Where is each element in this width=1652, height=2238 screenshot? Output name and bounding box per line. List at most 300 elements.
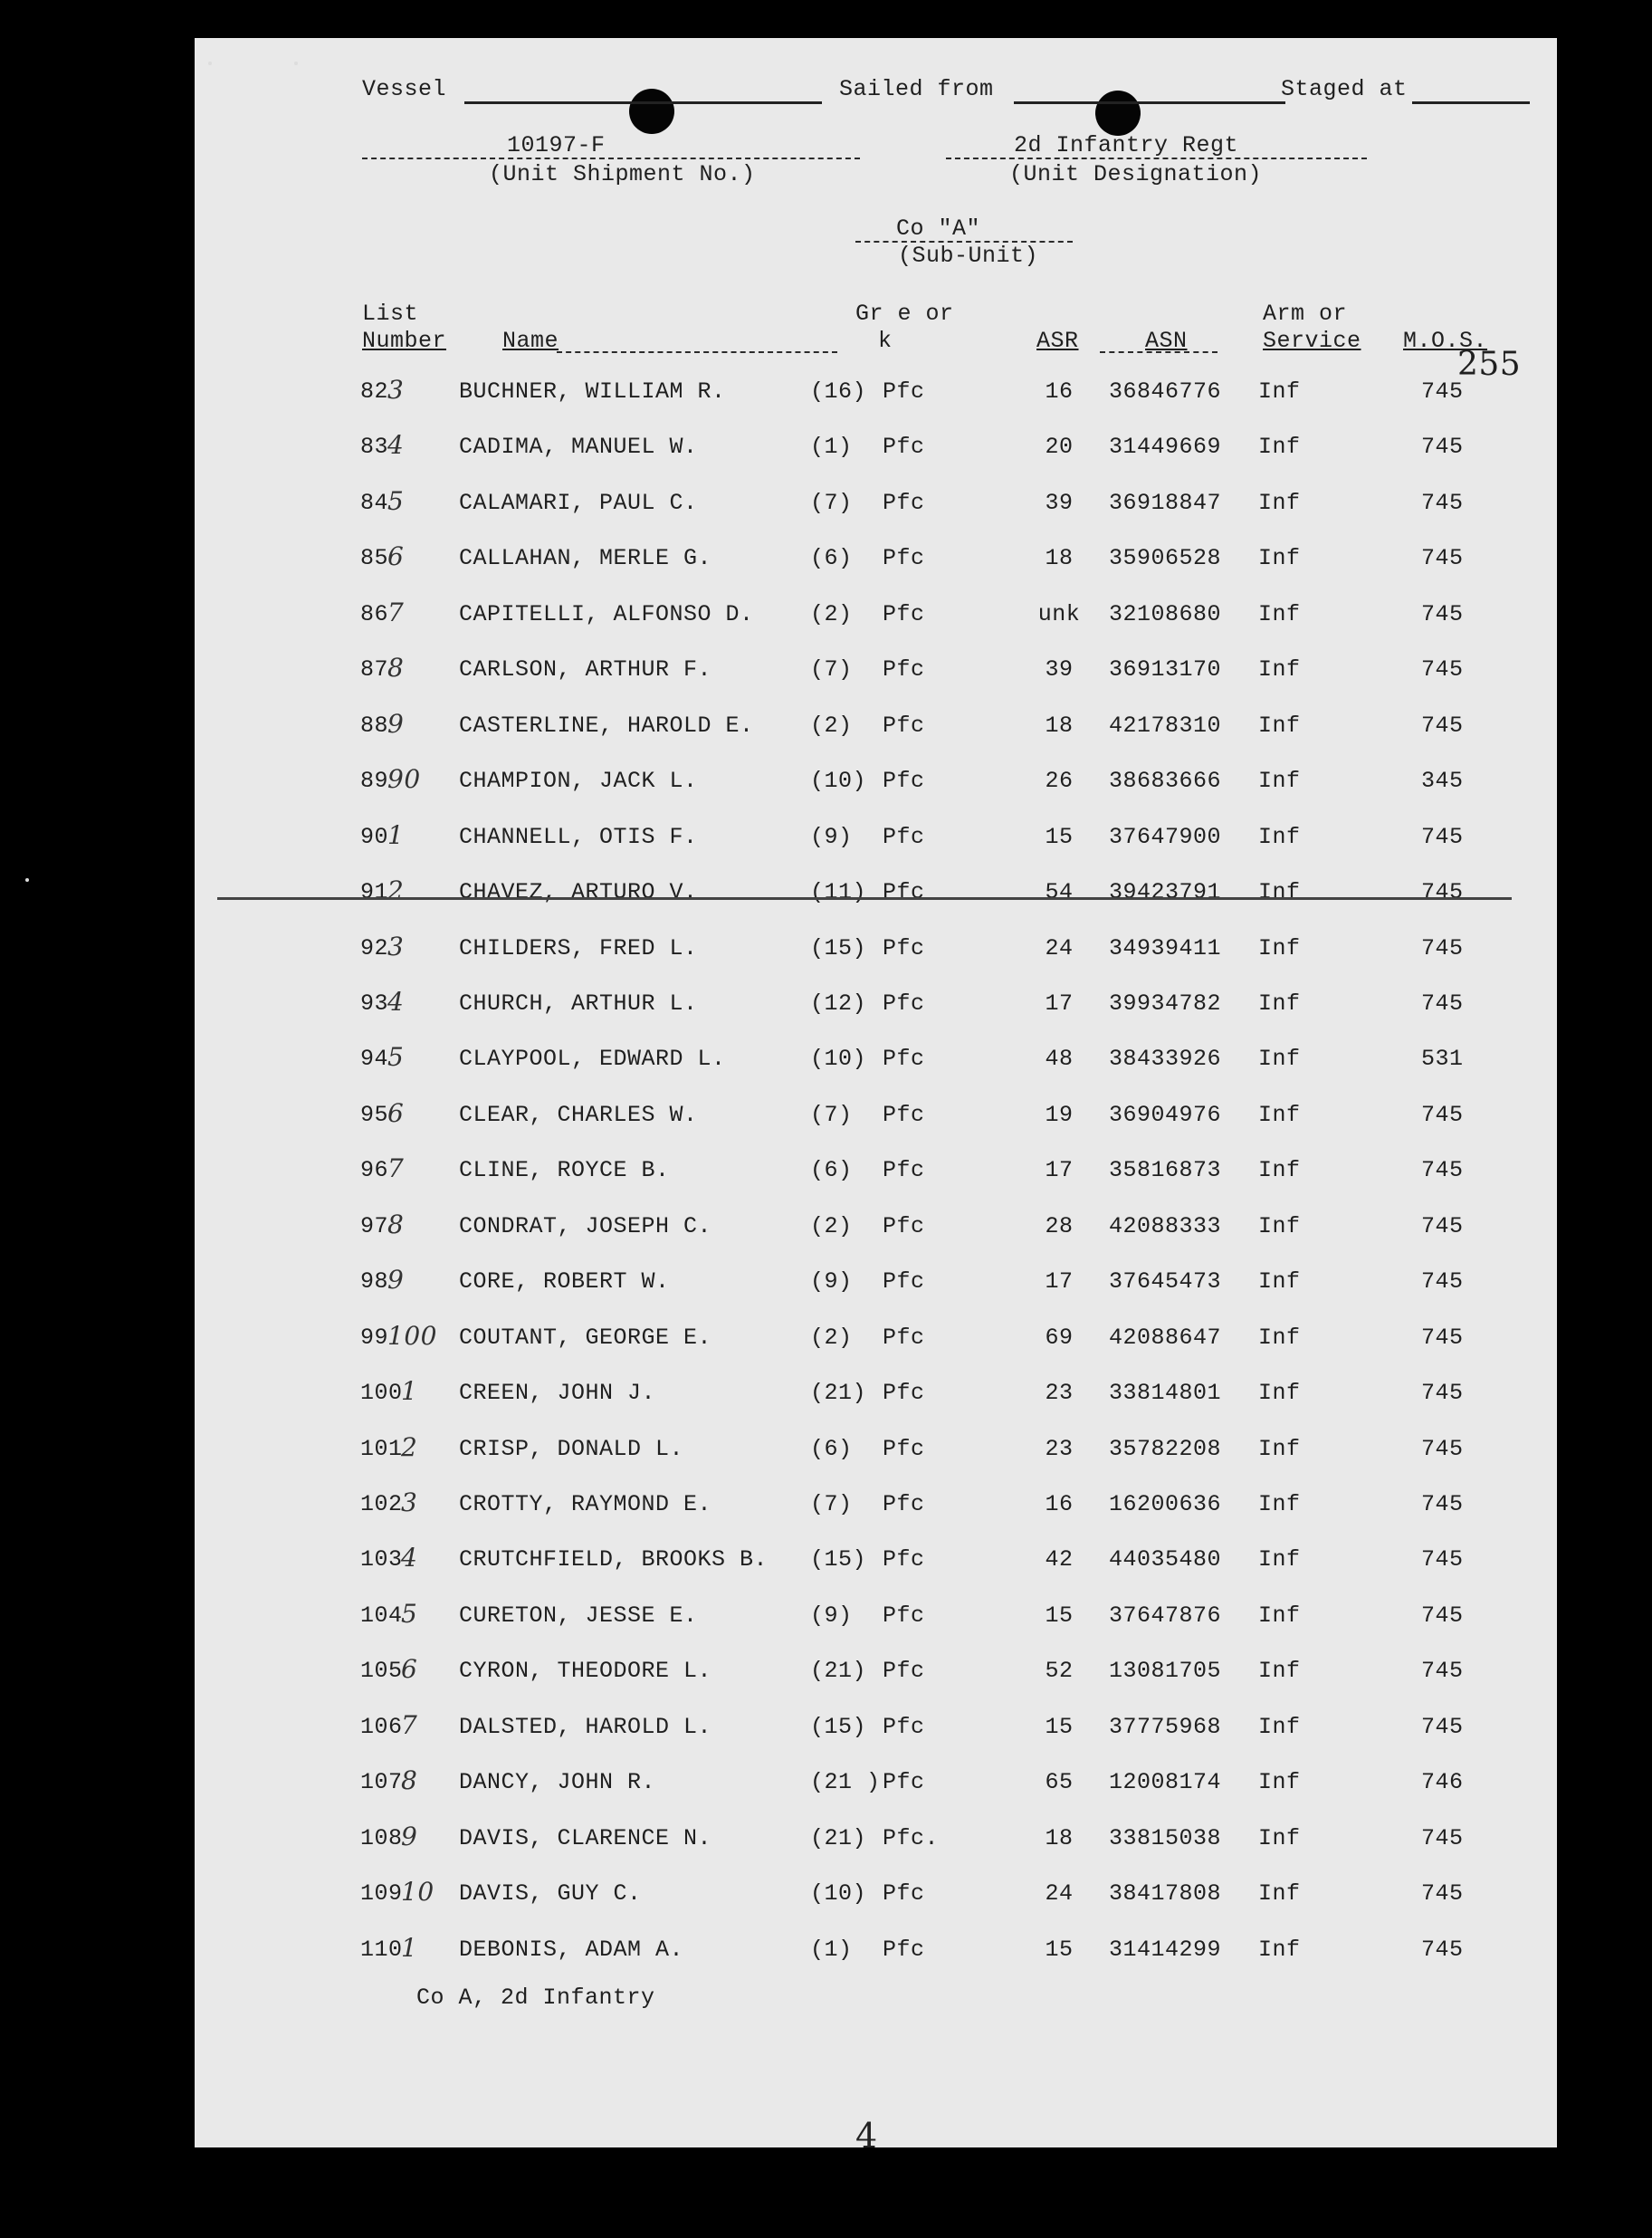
mos-cell: 745 <box>1421 1380 1464 1407</box>
arm-cell: Inf <box>1258 434 1301 461</box>
list-number-cell: 88 <box>360 712 389 739</box>
arm-cell: Inf <box>1258 656 1301 684</box>
arm-cell: Inf <box>1258 1880 1301 1908</box>
rank-cell: Pfc <box>883 1713 925 1740</box>
list-number-cell: 103 <box>360 1546 403 1573</box>
mos-cell: 745 <box>1421 1880 1464 1908</box>
handwritten-number: 3 <box>401 1487 418 1517</box>
name-cell: CURETON, JESSE E. <box>459 1602 698 1629</box>
mos-cell: 745 <box>1421 434 1464 461</box>
rank-cell: Pfc <box>883 545 925 572</box>
mos-cell: 745 <box>1421 712 1464 739</box>
asr-cell: 15 <box>1045 1602 1074 1629</box>
list-number-cell: 95 <box>360 1101 389 1128</box>
table-row <box>195 708 1557 749</box>
list-number-cell: 108 <box>360 1824 403 1851</box>
asr-cell: 65 <box>1045 1769 1074 1796</box>
col-name-underline <box>557 351 837 353</box>
col-mos: M.O.S. <box>1403 328 1488 354</box>
col-name: Name <box>502 328 559 354</box>
grade-cell: (9) <box>810 1268 853 1296</box>
arm-cell: Inf <box>1258 1658 1301 1685</box>
handwritten-number: 10 <box>401 1877 434 1908</box>
table-row <box>195 764 1557 804</box>
rank-cell: Pfc <box>883 1546 925 1573</box>
mos-cell: 745 <box>1421 1713 1464 1740</box>
arm-cell: Inf <box>1258 990 1301 1017</box>
asr-cell: 16 <box>1045 378 1074 405</box>
mos-cell: 745 <box>1421 600 1464 627</box>
asr-cell: 39 <box>1045 489 1074 516</box>
list-number-cell: 82 <box>360 378 389 405</box>
asn-cell: 34939411 <box>1109 934 1222 961</box>
table-row <box>195 1821 1557 1861</box>
name-cell: CHANNELL, OTIS F. <box>459 823 698 850</box>
handwritten-number: 2 <box>387 875 405 906</box>
asr-cell: 24 <box>1045 1880 1074 1908</box>
grade-cell: (9) <box>810 1602 853 1629</box>
name-cell: CAPITELLI, ALFONSO D. <box>459 600 754 627</box>
rank-cell: Pfc <box>883 1380 925 1407</box>
asr-cell: 20 <box>1045 434 1074 461</box>
asn-cell: 39423791 <box>1109 879 1222 906</box>
arm-cell: Inf <box>1258 1101 1301 1128</box>
handwritten-number: 9 <box>387 1265 405 1296</box>
mos-cell: 745 <box>1421 1435 1464 1462</box>
mos-cell: 531 <box>1421 1046 1464 1073</box>
grade-cell: (21) <box>810 1380 867 1407</box>
handwritten-number: 8 <box>401 1765 418 1796</box>
arm-cell: Inf <box>1258 823 1301 850</box>
handwritten-number: 7 <box>401 1709 418 1740</box>
name-cell: CRUTCHFIELD, BROOKS B. <box>459 1546 769 1573</box>
col-asn: ASN <box>1145 328 1188 354</box>
list-number-cell: 92 <box>360 934 389 961</box>
asn-cell: 13081705 <box>1109 1658 1222 1685</box>
arm-cell: Inf <box>1258 1769 1301 1796</box>
asn-cell: 42088333 <box>1109 1212 1222 1239</box>
grade-cell: (7) <box>810 656 853 684</box>
asr-cell: 48 <box>1045 1046 1074 1073</box>
unit-designation-value: 2d Infantry Regt <box>1014 132 1239 158</box>
grade-cell: (11) <box>810 879 867 906</box>
name-cell: CORE, ROBERT W. <box>459 1268 670 1296</box>
rank-cell: Pfc <box>883 934 925 961</box>
unit-shipment-caption: (Unit Shipment No.) <box>489 161 756 187</box>
list-number-cell: 110 <box>360 1936 403 1963</box>
staged-at-label: Staged at <box>1281 76 1408 102</box>
table-row <box>195 1709 1557 1750</box>
name-cell: CALLAHAN, MERLE G. <box>459 545 712 572</box>
name-cell: CALAMARI, PAUL C. <box>459 489 698 516</box>
arm-cell: Inf <box>1258 1380 1301 1407</box>
rank-cell: Pfc <box>883 1324 925 1351</box>
rank-cell: Pfc <box>883 600 925 627</box>
asn-cell: 42178310 <box>1109 712 1222 739</box>
asr-cell: 17 <box>1045 990 1074 1017</box>
grade-cell: (9) <box>810 823 853 850</box>
grade-cell: (15) <box>810 934 867 961</box>
asr-cell: 17 <box>1045 1157 1074 1184</box>
table-row <box>195 1654 1557 1694</box>
asn-cell: 37647876 <box>1109 1602 1222 1629</box>
list-number-cell: 89 <box>360 768 389 795</box>
rank-cell: Pfc <box>883 1880 925 1908</box>
handwritten-number: 1 <box>401 1376 418 1407</box>
name-cell: CHAVEZ, ARTURO V. <box>459 879 698 906</box>
arm-cell: Inf <box>1258 934 1301 961</box>
grade-cell: (6) <box>810 1435 853 1462</box>
asn-cell: 36918847 <box>1109 489 1222 516</box>
mos-cell: 745 <box>1421 1491 1464 1517</box>
name-cell: CADIMA, MANUEL W. <box>459 434 698 461</box>
grade-cell: (7) <box>810 489 853 516</box>
col-asr: ASR <box>1036 328 1079 354</box>
name-cell: CREEN, JOHN J. <box>459 1380 656 1407</box>
rank-cell: Pfc <box>883 1212 925 1239</box>
rank-cell: Pfc. <box>883 1824 940 1851</box>
grade-cell: (6) <box>810 545 853 572</box>
grade-cell: (2) <box>810 1324 853 1351</box>
asn-cell: 36904976 <box>1109 1101 1222 1128</box>
list-number-cell: 86 <box>360 600 389 627</box>
asr-cell: 15 <box>1045 1936 1074 1963</box>
mos-cell: 745 <box>1421 823 1464 850</box>
vessel-label: Vessel <box>362 76 447 102</box>
rank-cell: Pfc <box>883 879 925 906</box>
speck <box>25 878 29 882</box>
name-cell: DALSTED, HAROLD L. <box>459 1713 712 1740</box>
handwritten-number: 4 <box>387 986 405 1017</box>
table-row <box>195 1320 1557 1361</box>
handwritten-number: 7 <box>387 1153 405 1184</box>
asn-cell: 12008174 <box>1109 1769 1222 1796</box>
rank-cell: Pfc <box>883 1046 925 1073</box>
mos-cell: 745 <box>1421 378 1464 405</box>
name-cell: CRISP, DONALD L. <box>459 1435 684 1462</box>
list-number-cell: 106 <box>360 1713 403 1740</box>
table-row <box>195 653 1557 693</box>
list-number-cell: 107 <box>360 1769 403 1796</box>
handwritten-number: 2 <box>401 1431 418 1462</box>
handwritten-number: 3 <box>387 931 405 961</box>
sailed-from-label: Sailed from <box>839 76 994 102</box>
table-row <box>195 1097 1557 1138</box>
staged-at-line <box>1412 101 1530 104</box>
table-row <box>195 1153 1557 1193</box>
asr-cell: 54 <box>1045 879 1074 906</box>
name-cell: DAVIS, CLARENCE N. <box>459 1824 712 1851</box>
grade-cell: (2) <box>810 1212 853 1239</box>
list-number-cell: 84 <box>360 489 389 516</box>
grade-cell: (2) <box>810 600 853 627</box>
name-cell: DANCY, JOHN R. <box>459 1769 656 1796</box>
name-cell: CHILDERS, FRED L. <box>459 934 698 961</box>
grade-cell: (21 ) <box>810 1769 881 1796</box>
mos-cell: 745 <box>1421 1157 1464 1184</box>
name-cell: CHURCH, ARTHUR L. <box>459 990 698 1017</box>
mos-cell: 745 <box>1421 1212 1464 1239</box>
asr-cell: 17 <box>1045 1268 1074 1296</box>
arm-cell: Inf <box>1258 1713 1301 1740</box>
handwritten-number: 4 <box>387 430 405 461</box>
table-row <box>195 1877 1557 1917</box>
list-number-cell: 93 <box>360 990 389 1017</box>
table-row <box>195 986 1557 1027</box>
asn-cell: 36846776 <box>1109 378 1222 405</box>
arm-cell: Inf <box>1258 378 1301 405</box>
handwritten-number: 1 <box>401 1932 418 1963</box>
mos-cell: 745 <box>1421 934 1464 961</box>
rank-cell: Pfc <box>883 1491 925 1517</box>
asn-cell: 38417808 <box>1109 1880 1222 1908</box>
rank-cell: Pfc <box>883 823 925 850</box>
list-number-cell: 99 <box>360 1324 389 1351</box>
handwritten-number: 90 <box>387 764 421 795</box>
grade-cell: (7) <box>810 1491 853 1517</box>
rank-cell: Pfc <box>883 990 925 1017</box>
page-stamp-number: 255 <box>1457 346 1522 383</box>
list-number-cell: 100 <box>360 1380 403 1407</box>
asn-cell: 33815038 <box>1109 1824 1222 1851</box>
name-cell: CLEAR, CHARLES W. <box>459 1101 698 1128</box>
rank-cell: Pfc <box>883 1268 925 1296</box>
handwritten-number: 5 <box>387 1042 405 1073</box>
rank-cell: Pfc <box>883 378 925 405</box>
table-row <box>195 1765 1557 1805</box>
list-number-cell: 102 <box>360 1491 403 1517</box>
asn-cell: 31414299 <box>1109 1936 1222 1963</box>
grade-cell: (10) <box>810 1046 867 1073</box>
col-grade-line1: Gr e or <box>855 301 954 327</box>
asn-cell: 31449669 <box>1109 434 1222 461</box>
asr-cell: unk <box>1037 600 1081 627</box>
speck <box>208 62 212 65</box>
asn-cell: 42088647 <box>1109 1324 1222 1351</box>
arm-cell: Inf <box>1258 1324 1301 1351</box>
asn-cell: 44035480 <box>1109 1546 1222 1573</box>
list-number-cell: 97 <box>360 1212 389 1239</box>
grade-cell: (1) <box>810 1936 853 1963</box>
asr-cell: 52 <box>1045 1658 1074 1685</box>
asn-cell: 38433926 <box>1109 1046 1222 1073</box>
grade-cell: (1) <box>810 434 853 461</box>
name-cell: CYRON, THEODORE L. <box>459 1658 712 1685</box>
speck <box>294 62 298 65</box>
asn-cell: 35816873 <box>1109 1157 1222 1184</box>
asn-cell: 39934782 <box>1109 990 1222 1017</box>
rank-cell: Pfc <box>883 1101 925 1128</box>
asn-cell: 36913170 <box>1109 656 1222 684</box>
list-number-cell: 94 <box>360 1046 389 1073</box>
rank-cell: Pfc <box>883 656 925 684</box>
mos-cell: 745 <box>1421 1324 1464 1351</box>
mos-cell: 745 <box>1421 879 1464 906</box>
asn-cell: 32108680 <box>1109 600 1222 627</box>
roster-sheet <box>195 38 1557 2156</box>
name-cell: CLAYPOOL, EDWARD L. <box>459 1046 726 1073</box>
mos-cell: 745 <box>1421 990 1464 1017</box>
asr-cell: 39 <box>1045 656 1074 684</box>
table-row <box>195 1598 1557 1639</box>
asr-cell: 18 <box>1045 1824 1074 1851</box>
rank-cell: Pfc <box>883 489 925 516</box>
mos-cell: 345 <box>1421 768 1464 795</box>
arm-cell: Inf <box>1258 1936 1301 1963</box>
table-row <box>195 541 1557 581</box>
list-number-cell: 96 <box>360 1157 389 1184</box>
name-cell: CARLSON, ARTHUR F. <box>459 656 712 684</box>
table-row <box>195 485 1557 526</box>
grade-cell: (21) <box>810 1658 867 1685</box>
name-cell: BUCHNER, WILLIAM R. <box>459 378 726 405</box>
col-list-number-line2: Number <box>362 328 447 354</box>
footer-note: Co A, 2d Infantry <box>416 1985 655 2011</box>
handwritten-number: 6 <box>387 541 405 572</box>
mos-cell: 745 <box>1421 545 1464 572</box>
asr-cell: 26 <box>1045 768 1074 795</box>
table-row <box>195 1376 1557 1416</box>
asr-cell: 19 <box>1045 1101 1074 1128</box>
asr-cell: 15 <box>1045 1713 1074 1740</box>
arm-cell: Inf <box>1258 1212 1301 1239</box>
arm-cell: Inf <box>1258 1824 1301 1851</box>
asr-cell: 23 <box>1045 1435 1074 1462</box>
grade-cell: (15) <box>810 1713 867 1740</box>
grade-cell: (21) <box>810 1824 867 1851</box>
asr-cell: 18 <box>1045 712 1074 739</box>
grade-cell: (2) <box>810 712 853 739</box>
table-row <box>195 375 1557 415</box>
asr-cell: 18 <box>1045 545 1074 572</box>
list-number-cell: 83 <box>360 434 389 461</box>
grade-cell: (10) <box>810 768 867 795</box>
arm-cell: Inf <box>1258 712 1301 739</box>
arm-cell: Inf <box>1258 879 1301 906</box>
asn-cell: 35906528 <box>1109 545 1222 572</box>
rank-cell: Pfc <box>883 1157 925 1184</box>
handwritten-number: 8 <box>387 653 405 684</box>
name-cell: DAVIS, GUY C. <box>459 1880 642 1908</box>
arm-cell: Inf <box>1258 1491 1301 1517</box>
arm-cell: Inf <box>1258 1046 1301 1073</box>
list-number-cell: 85 <box>360 545 389 572</box>
mos-cell: 745 <box>1421 1602 1464 1629</box>
table-row <box>195 1042 1557 1082</box>
grade-cell: (10) <box>810 1880 867 1908</box>
grade-cell: (6) <box>810 1157 853 1184</box>
table-row <box>195 1543 1557 1583</box>
mos-cell: 745 <box>1421 656 1464 684</box>
arm-cell: Inf <box>1258 545 1301 572</box>
unit-designation-line <box>946 158 1367 159</box>
table-row <box>195 1431 1557 1472</box>
asr-cell: 42 <box>1045 1546 1074 1573</box>
handwritten-number: 8 <box>387 1209 405 1239</box>
list-number-cell: 105 <box>360 1658 403 1685</box>
asn-cell: 16200636 <box>1109 1491 1222 1517</box>
mos-cell: 745 <box>1421 1824 1464 1851</box>
mos-cell: 745 <box>1421 1658 1464 1685</box>
handwritten-number: 100 <box>387 1320 437 1351</box>
col-arm-line2: Service <box>1263 328 1361 354</box>
list-number-cell: 87 <box>360 656 389 684</box>
handwritten-number: 6 <box>387 1097 405 1128</box>
rank-cell: Pfc <box>883 1658 925 1685</box>
arm-cell: Inf <box>1258 1546 1301 1573</box>
rank-cell: Pfc <box>883 1936 925 1963</box>
handwritten-number: 3 <box>387 375 405 405</box>
arm-cell: Inf <box>1258 600 1301 627</box>
asn-cell: 33814801 <box>1109 1380 1222 1407</box>
name-cell: CROTTY, RAYMOND E. <box>459 1491 712 1517</box>
rank-cell: Pfc <box>883 1769 925 1796</box>
name-cell: COUTANT, GEORGE E. <box>459 1324 712 1351</box>
name-cell: CASTERLINE, HAROLD E. <box>459 712 754 739</box>
name-cell: CONDRAT, JOSEPH C. <box>459 1212 712 1239</box>
handwritten-number: 6 <box>401 1654 418 1685</box>
list-number-cell: 104 <box>360 1602 403 1629</box>
arm-cell: Inf <box>1258 489 1301 516</box>
table-row <box>195 875 1557 915</box>
list-number-cell: 101 <box>360 1435 403 1462</box>
table-row <box>195 597 1557 637</box>
table-row <box>195 1209 1557 1249</box>
arm-cell: Inf <box>1258 1602 1301 1629</box>
name-cell: CHAMPION, JACK L. <box>459 768 698 795</box>
rank-cell: Pfc <box>883 1435 925 1462</box>
rank-cell: Pfc <box>883 434 925 461</box>
handwritten-number: 4 <box>401 1543 418 1573</box>
name-cell: DEBONIS, ADAM A. <box>459 1936 684 1963</box>
asr-cell: 16 <box>1045 1491 1074 1517</box>
list-number-cell: 90 <box>360 823 389 850</box>
sub-unit-caption: (Sub-Unit) <box>898 243 1039 269</box>
asr-cell: 28 <box>1045 1212 1074 1239</box>
name-cell: CLINE, ROYCE B. <box>459 1157 670 1184</box>
table-row <box>195 430 1557 470</box>
grade-cell: (12) <box>810 990 867 1017</box>
handwritten-page-number: 4 <box>855 2116 878 2156</box>
arm-cell: Inf <box>1258 1268 1301 1296</box>
handwritten-number: 9 <box>387 708 405 739</box>
asn-cell: 35782208 <box>1109 1435 1222 1462</box>
mos-cell: 745 <box>1421 1101 1464 1128</box>
vessel-line <box>464 101 822 104</box>
mos-cell: 745 <box>1421 1546 1464 1573</box>
mos-cell: 745 <box>1421 1936 1464 1963</box>
sub-unit-value: Co "A" <box>896 215 981 242</box>
rank-cell: Pfc <box>883 1602 925 1629</box>
grade-cell: (7) <box>810 1101 853 1128</box>
asn-cell: 37775968 <box>1109 1713 1222 1740</box>
unit-shipment-value: 10197-F <box>507 132 606 158</box>
asr-cell: 69 <box>1045 1324 1074 1351</box>
mos-cell: 745 <box>1421 1268 1464 1296</box>
handwritten-number: 9 <box>401 1821 418 1851</box>
strikethrough-line <box>217 897 1512 900</box>
col-list-number-line1: List <box>362 301 419 327</box>
punch-hole-right <box>1095 91 1141 136</box>
asn-cell: 38683666 <box>1109 768 1222 795</box>
list-number-cell: 109 <box>360 1880 403 1908</box>
mos-cell: 745 <box>1421 489 1464 516</box>
asn-cell: 37647900 <box>1109 823 1222 850</box>
asr-cell: 24 <box>1045 934 1074 961</box>
table-row <box>195 1932 1557 1973</box>
handwritten-number: 5 <box>387 485 405 516</box>
arm-cell: Inf <box>1258 768 1301 795</box>
